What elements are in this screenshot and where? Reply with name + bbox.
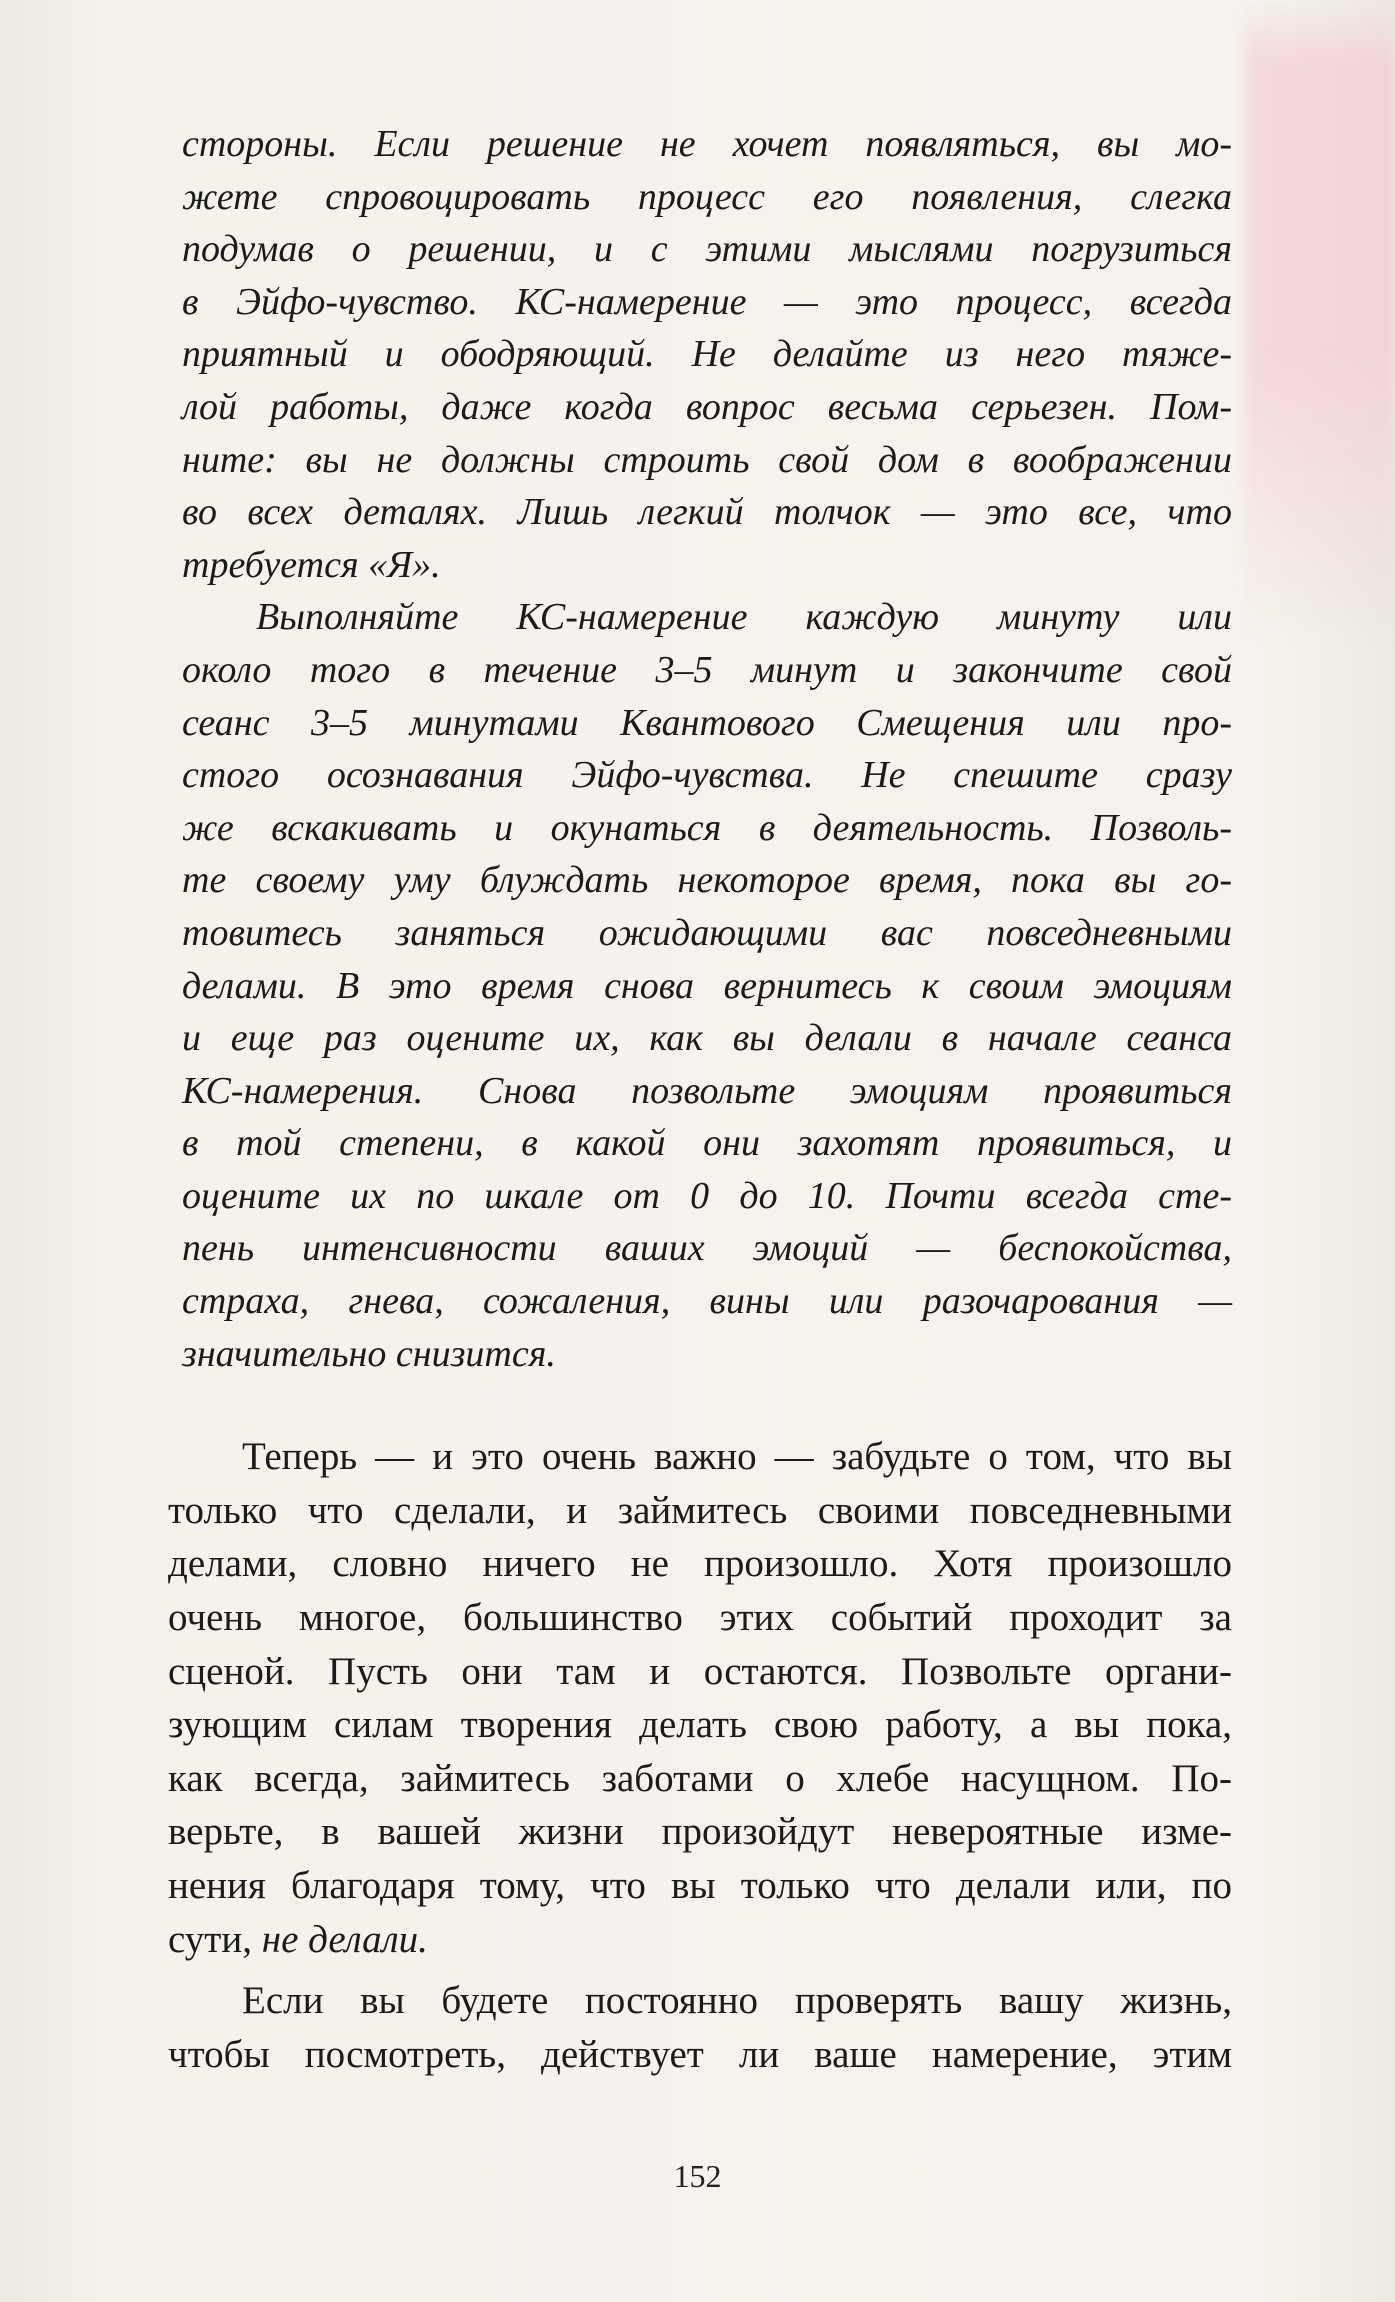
text-line: сценой. Пусть они там и остаются. Позвольте органи- (168, 1649, 1232, 1693)
text-line: оцените их по шкале от 0 до 10. Почти всегда сте- (182, 1174, 1232, 1217)
text-line: же вскакивать и окунаться в деятельность. Позволь- (182, 806, 1232, 849)
text-line: только что сделали, и займитесь своими повседневными (168, 1488, 1232, 1532)
italic-instructions (182, 118, 1232, 1380)
text-line: Если вы будете постоянно проверять вашу жизнь, (242, 1979, 1232, 2023)
paragraph-forget (168, 1430, 1232, 1966)
text-line: Выполняйте КС-намерение каждую минуту или (256, 596, 1232, 639)
text-line: в той степени, в какой они захотят проявиться, и (182, 1122, 1232, 1165)
text-line: чтобы посмотреть, действует ли ваше намерение, этим (168, 2032, 1232, 2076)
text-line: значительно снизится. (182, 1332, 556, 1375)
text-line: стороны. Если решение не хочет появляться, вы мо- (182, 123, 1232, 165)
text-line: нения благодаря тому, что вы только что делали или, по (168, 1864, 1232, 1907)
emphasized-text: не делали. (261, 1917, 428, 1961)
text-line: зующим силам творения делать свою работу, а вы пока, (168, 1703, 1232, 1747)
text-line: в Эйфо-чувство. КС-намерение — это процесс, всегда (182, 280, 1232, 323)
text-line: лой работы, даже когда вопрос весьма серьезен. Пом- (182, 385, 1232, 428)
text-line (168, 1913, 1232, 1967)
text-fragment: сути, (168, 1917, 262, 1961)
text-line: делами, словно ничего не произошло. Хотя произошло (168, 1542, 1232, 1586)
text-line: жете спровоцировать процесс его появления, слегка (182, 175, 1232, 218)
paragraph-gap (182, 1966, 1232, 1974)
text-line: ните: вы не должны строить свой дом в воображении (182, 438, 1232, 481)
text-line: КС-намерения. Снова позвольте эмоциям проявиться (182, 1069, 1232, 1112)
text-line: очень многое, большинство этих событий проходит за (168, 1596, 1232, 1640)
text-line: около того в течение 3–5 минут и закончите свой (182, 648, 1232, 691)
text-line: страха, гнева, сожаления, вины или разочарования — (182, 1280, 1232, 1323)
text-line: приятный и ободряющий. Не делайте из него тяже- (182, 333, 1232, 376)
page-number: 152 (673, 2158, 722, 2194)
text-line: требуется «Я». (182, 543, 441, 586)
text-line: пень интенсивности ваших эмоций — беспокойства, (182, 1227, 1232, 1270)
text-line: как всегда, займитесь заботами о хлебе насущном. По- (168, 1756, 1232, 1800)
paragraph-check (168, 1974, 1232, 2081)
text-line: делами. В это время снова вернитесь к своим эмоциям (182, 964, 1232, 1007)
page-stain (1245, 0, 1395, 640)
text-line: подумав о решении, и с этими мыслями погрузиться (182, 228, 1232, 271)
text-line: стого осознавания Эйфо-чувства. Не спешите сразу (182, 754, 1232, 797)
text-line: Теперь — и это очень важно — забудьте о том, что вы (242, 1435, 1232, 1479)
text-line: те своему уму блуждать некоторое время, пока вы го- (182, 859, 1232, 902)
text-line: и еще раз оцените их, как вы делали в начале сеанса (182, 1017, 1232, 1060)
text-line: во всех деталях. Лишь легкий толчок — это все, что (182, 491, 1232, 534)
text-line: товитесь заняться ожидающими вас повседневными (182, 911, 1232, 954)
text-line: сеанс 3–5 минутами Квантового Смещения или про- (182, 701, 1232, 744)
text-line: верьте, в вашей жизни произойдут невероятные изме- (168, 1810, 1232, 1854)
text-block (168, 118, 1232, 2081)
paragraph-gap (182, 1380, 1232, 1430)
